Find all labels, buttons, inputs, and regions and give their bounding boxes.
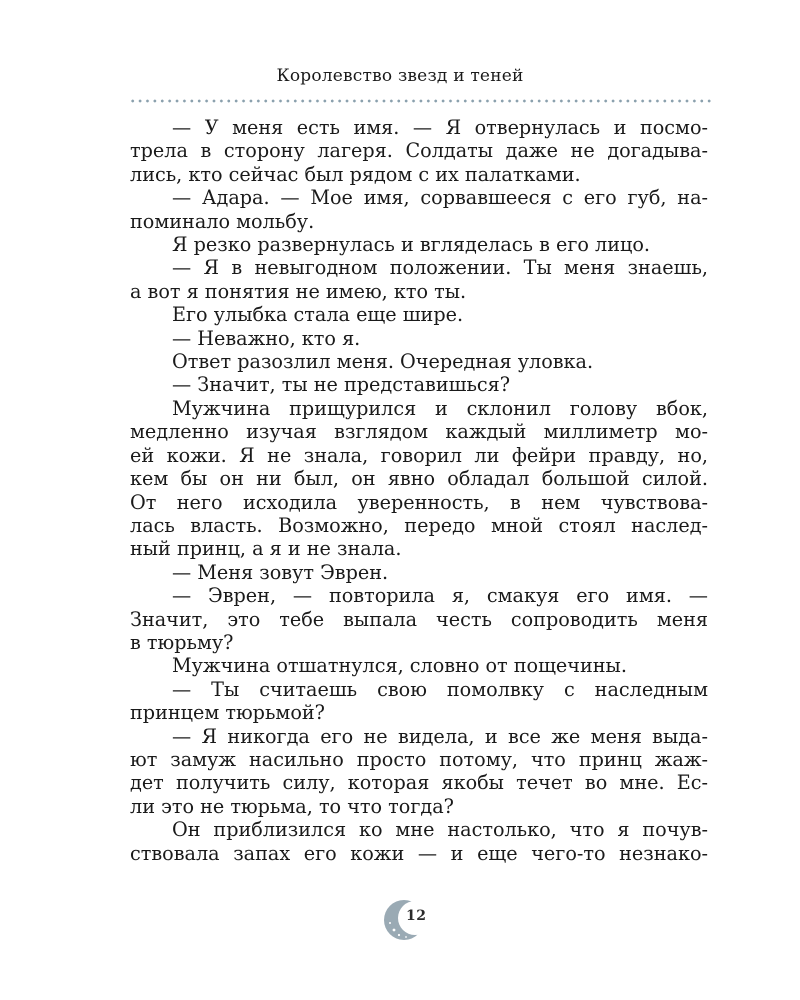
text-line: — Неважно, кто я. (172, 326, 361, 350)
text-line: ный принц, а я и не знала. (130, 537, 402, 561)
running-header: Королевство звезд и теней (276, 66, 524, 86)
text-line: лась власть. Возможно, передо мной стоял наслед- (130, 513, 708, 537)
text-line: Он приблизился ко мне настолько, что я почув- (172, 818, 708, 842)
text-line: трела в сторону лагеря. Солдаты даже не догадыва- (130, 139, 708, 163)
text-line: — Я в невыгодном положении. Ты меня знаешь, (172, 256, 708, 280)
text-line: Я резко развернулась и вгляделась в его лицо. (172, 233, 651, 257)
text-line: а вот я понятия не имею, кто ты. (130, 279, 467, 303)
text-line: кем бы он ни был, он явно обладал большой силой. (130, 467, 708, 491)
text-line: ствовала запах его кожи — и еще чего-то незнако- (130, 841, 708, 865)
text-line: — Ты считаешь свою помолвку с наследным (172, 677, 708, 701)
text-line: — Адара. — Мое имя, сорвавшееся с его губ, на- (172, 186, 708, 210)
text-line: — У меня есть имя. — Я отвернулась и посмо- (172, 116, 708, 139)
text-line: Значит, это тебе выпала честь сопроводить меня (130, 607, 708, 631)
dotted-divider (129, 99, 711, 103)
text-line: поминало мольбу. (130, 209, 315, 233)
text-line: — Значит, ты не представишься? (172, 373, 511, 397)
body-text (130, 116, 708, 865)
text-line: — Я никогда его не видела, и все же меня выда- (172, 724, 708, 748)
text-line: ют замуж насильно просто потому, что принц жаж- (130, 747, 708, 771)
text-line: ли это не тюрьма, то что тогда? (130, 794, 454, 818)
page-folio (378, 890, 438, 950)
text-line: лись, кто сейчас был рядом с их палатками. (130, 162, 581, 186)
text-line: ей кожи. Я не знала, говорил ли фейри правду, но, (130, 443, 708, 467)
text-line: От него исходила уверенность, в нем чувствова- (130, 490, 708, 514)
text-line: Мужчина прищурился и склонил голову вбок, (172, 396, 708, 420)
text-line: — Меня зовут Эврен. (172, 560, 389, 584)
text-line: принцем тюрьмой? (130, 701, 325, 725)
text-line: Ответ разозлил меня. Очередная уловка. (172, 350, 594, 374)
text-line: — Эврен, — повторила я, смакуя его имя. — (172, 584, 708, 608)
text-line: Его улыбка стала еще шире. (172, 303, 464, 327)
text-line: Мужчина отшатнулся, словно от пощечины. (172, 654, 627, 678)
text-line: в тюрьму? (130, 630, 234, 654)
text-line: медленно изучая взглядом каждый миллиметр мо- (130, 420, 708, 444)
page-number: 12 (406, 908, 427, 924)
text-line: дет получить силу, которая якобы течет во мне. Ес- (130, 771, 708, 795)
